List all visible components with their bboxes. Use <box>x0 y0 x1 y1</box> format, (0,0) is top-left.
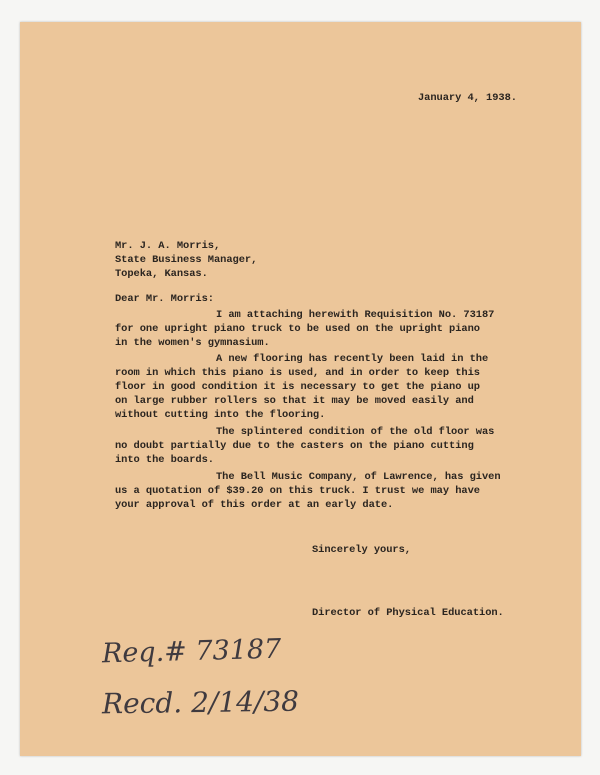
handwritten-received-note: Recd. 2/14/38 <box>101 684 300 721</box>
body-line: into the boards. <box>115 454 214 466</box>
letter-sheet <box>20 22 581 756</box>
body-line: us a quotation of $39.20 on this truck. I trust we may have <box>115 485 480 497</box>
handwritten-requisition-note: Req.# 73187 <box>101 633 282 670</box>
body-line: in the women's gymnasium. <box>115 337 270 349</box>
body-line: on large rubber rollers so that it may be moved easily and <box>115 395 474 407</box>
closing: Sincerely yours, <box>312 544 411 556</box>
address-line: Mr. J. A. Morris, <box>115 240 221 252</box>
body-line: without cutting into the flooring. <box>115 409 326 421</box>
signature-title: Director of Physical Education. <box>312 607 504 619</box>
body-line: room in which this piano is used, and in order to keep this <box>115 367 480 379</box>
letter-date: January 4, 1938. <box>418 92 517 104</box>
salutation: Dear Mr. Morris: <box>115 293 214 305</box>
body-line: A new flooring has recently been laid in the <box>216 353 489 365</box>
body-line: no doubt partially due to the casters on the piano cutting <box>115 440 474 452</box>
body-line: The splintered condition of the old floor was <box>216 426 495 438</box>
address-line: State Business Manager, <box>115 254 258 266</box>
body-line: floor in good condition it is necessary to get the piano up <box>115 381 480 393</box>
body-line: your approval of this order at an early date. <box>115 499 394 511</box>
body-line: for one upright piano truck to be used on the upright piano <box>115 323 480 335</box>
address-line: Topeka, Kansas. <box>115 268 208 280</box>
body-line: I am attaching herewith Requisition No. 73187 <box>216 309 495 321</box>
body-line: The Bell Music Company, of Lawrence, has given <box>216 471 501 483</box>
